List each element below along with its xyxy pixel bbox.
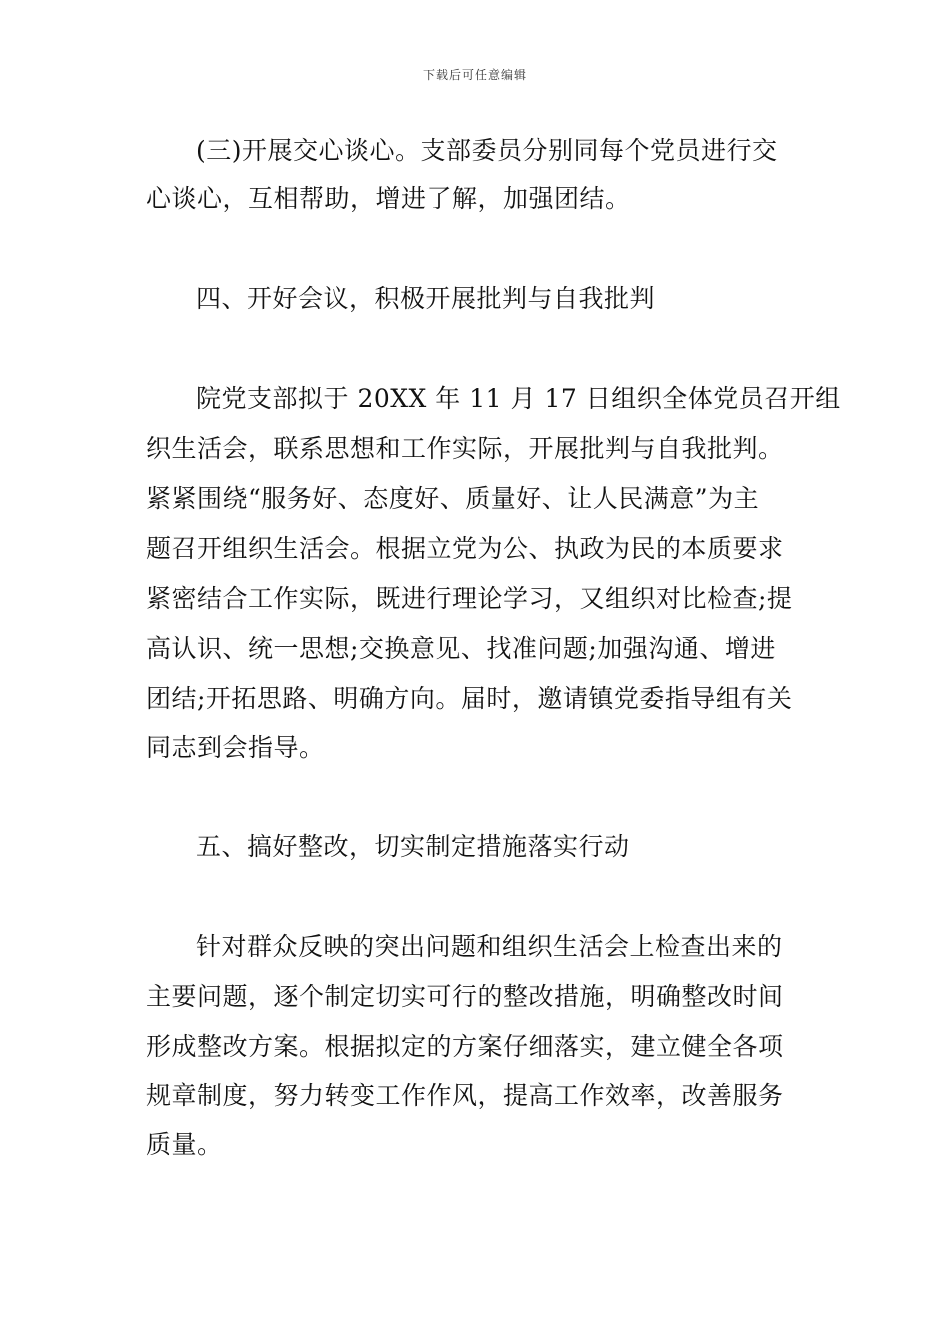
paragraph-line: 紧紧围绕“服务好、态度好、质量好、让人民满意”为主 <box>146 484 760 513</box>
paragraph-line: 织生活会，联系思想和工作实际，开展批判与自我批判。 <box>146 434 784 463</box>
paragraph-line: 心谈心，互相帮助，增进了解，加强团结。 <box>146 184 631 213</box>
paragraph-line: 院党支部拟于 20XX 年 11 月 17 日组织全体党员召开组 <box>196 384 841 413</box>
section-heading: 四、开好会议，积极开展批判与自我批判 <box>196 284 656 313</box>
paragraph-line: 紧密结合工作实际，既进行理论学习，又组织对比检查;提 <box>146 584 793 613</box>
paragraph-line: 团结;开拓思路、明确方向。届时，邀请镇党委指导组有关 <box>146 684 793 713</box>
paragraph-line: 针对群众反映的突出问题和组织生活会上检查出来的 <box>196 932 783 961</box>
paragraph-line: 题召开组织生活会。根据立党为公、执政为民的本质要求 <box>146 534 784 563</box>
paragraph-line: 主要问题，逐个制定切实可行的整改措施，明确整改时间 <box>146 982 784 1011</box>
section-heading: 五、搞好整改，切实制定措施落实行动 <box>196 832 630 861</box>
paragraph-line: (三)开展交心谈心。支部委员分别同每个党员进行交 <box>196 136 778 165</box>
paragraph-line: 形成整改方案。根据拟定的方案仔细落实，建立健全各项 <box>146 1032 784 1061</box>
paragraph-line: 高认识、统一思想;交换意见、找准问题;加强沟通、增进 <box>146 634 776 663</box>
paragraph-line: 同志到会指导。 <box>146 733 325 762</box>
paragraph-line: 规章制度，努力转变工作作风，提高工作效率，改善服务 <box>146 1081 784 1110</box>
header-note: 下载后可任意编辑 <box>422 68 527 82</box>
paragraph-line: 质量。 <box>146 1130 223 1159</box>
